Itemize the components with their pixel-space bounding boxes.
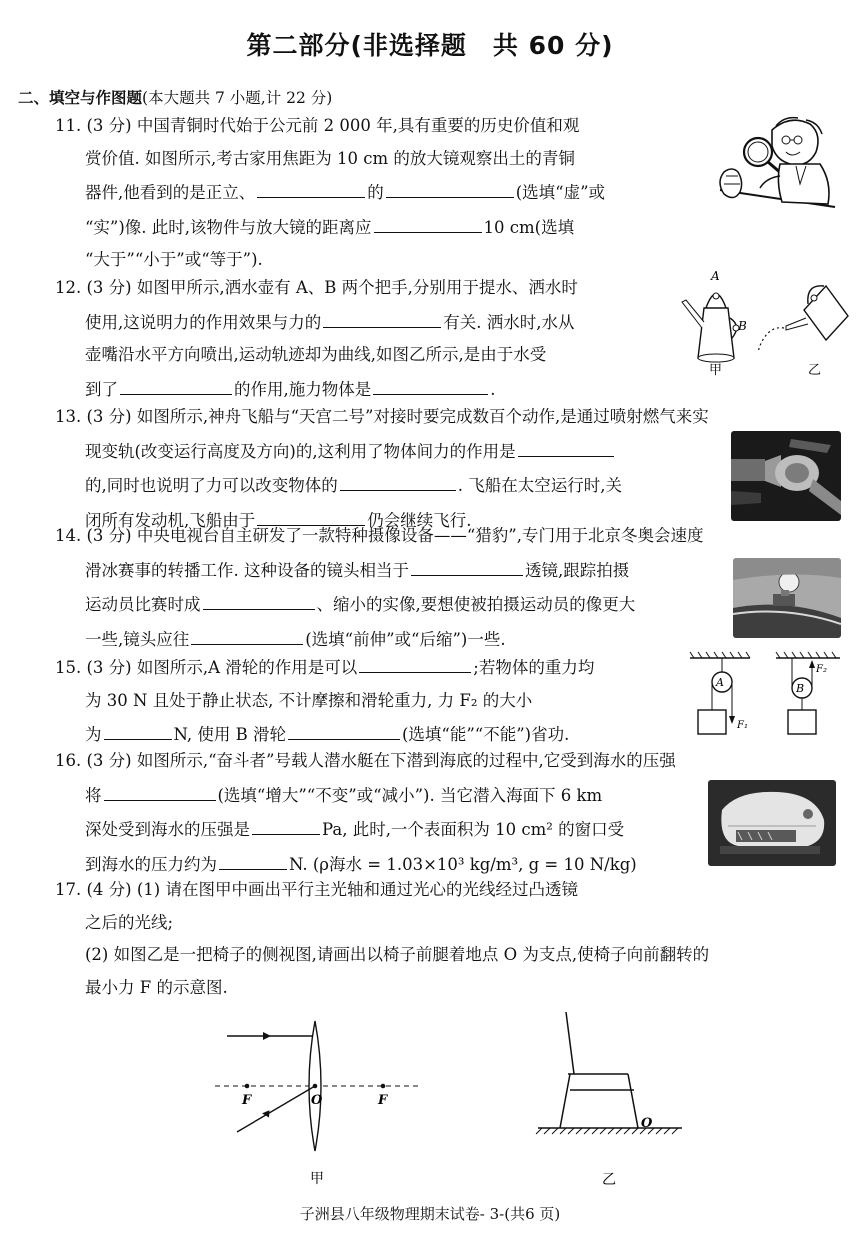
q12-blank-1[interactable] <box>323 305 441 328</box>
q13-line-3: 的,同时也说明了力可以改变物体的 . 飞船在太空运行时,关 <box>55 468 850 503</box>
q14-blank-2[interactable] <box>203 587 315 610</box>
focus-left-point <box>245 1084 250 1089</box>
convex-lens-figure[interactable] <box>205 1015 425 1190</box>
q11-line-5: “大于”“小于”或“等于”). <box>85 250 263 269</box>
q15-line-2: 为 30 N 且处于静止状态, 不计摩擦和滑轮重力, 力 F₂ 的大小 <box>85 690 533 710</box>
focus-left-label: F <box>242 1093 252 1108</box>
q11-line-4: “实”)像. 此时,该物件与放大镜的距离应 10 cm(选填 <box>55 210 850 245</box>
q12-line-1: 12. (3 分) 如图甲所示,洒水壶有 A、B 两个把手,分别用于提水、洒水时 <box>55 278 578 297</box>
parallel-ray-arrow <box>263 1032 271 1040</box>
q15-label-b: B <box>796 682 805 695</box>
q14-line-1: 14. (3 分) 中央电视台自主研发了一款特种摄像设备——“猎豹”,专门用于北京冬奥会速度 <box>55 526 704 545</box>
q15-blank-2[interactable] <box>104 717 172 740</box>
q16-line-3: 深处受到海水的压强是 Pa, 此时,一个表面积为 10 cm² 的窗口受 <box>55 812 850 847</box>
q15-blank-1[interactable] <box>359 650 471 673</box>
q15-label-a: A <box>716 676 724 689</box>
section-heading-title: 二、填空与作图题 <box>18 89 143 107</box>
q11-blank-3[interactable] <box>374 210 482 233</box>
q17-line-4: 最小力 F 的示意图. <box>85 977 228 997</box>
archaeologist-magnifier-illustration <box>710 112 840 217</box>
question-17 <box>55 874 850 1004</box>
q12-fig-yi-label: 乙 <box>808 363 822 378</box>
q11-blank-2[interactable] <box>386 175 514 198</box>
q14-line-4: 一些,镜头应往 (选填“前伸”或“后缩”)一些. <box>55 622 850 657</box>
q12-line-4: 到了 的作用,施力物体是 . <box>55 372 675 407</box>
fixed-pulley-a <box>690 652 750 734</box>
q16-blank-1[interactable] <box>104 778 216 801</box>
q13-blank-1[interactable] <box>518 434 614 457</box>
q11-blank-1[interactable] <box>257 175 365 198</box>
q11-line-1: 11. (3 分) 中国青铜时代始于公元前 2 000 年,具有重要的历史价值和观 <box>55 116 580 135</box>
chair-figure[interactable] <box>530 1010 690 1190</box>
chair-back <box>566 1012 574 1074</box>
page-footer: 子洲县八年级物理期末试卷- 3-(共6 页) <box>299 1205 561 1223</box>
pivot-o-label: O <box>641 1116 653 1131</box>
q14-line-3: 运动员比赛时成 、缩小的实像,要想使被拍摄运动员的像更大 <box>55 587 850 622</box>
submersible-photo <box>708 780 836 866</box>
chair-front-leg <box>628 1074 638 1128</box>
q13-blank-2[interactable] <box>340 468 456 491</box>
q12-blank-3[interactable] <box>373 372 488 395</box>
q16-line-2: 将 (选填“增大”“不变”或“减小”). 当它潜入海面下 6 km <box>55 778 850 813</box>
q14-blank-3[interactable] <box>191 622 303 645</box>
q16-blank-3[interactable] <box>219 847 287 870</box>
q15-line-1: 15. (3 分) 如图所示,A 滑轮的作用是可以 ;若物体的重力均 <box>55 650 695 685</box>
pulley-figures <box>688 650 848 740</box>
q12-fig-jia-label: 甲 <box>709 363 723 378</box>
q15-label-f2: F₂ <box>816 664 827 675</box>
center-ray-arrow <box>262 1109 272 1119</box>
q17-fig-jia-label: 甲 <box>310 1171 324 1187</box>
q12-label-a: A <box>711 269 720 283</box>
q15-label-f1: F₁ <box>737 720 748 731</box>
optical-center-point <box>313 1084 318 1089</box>
q14-line-2: 滑冰赛事的转播工作. 这种设备的镜头相当于 透镜,跟踪拍摄 <box>55 553 850 588</box>
page-title: 第二部分(非选择题 共 60 分) <box>246 31 614 60</box>
question-15 <box>55 650 695 752</box>
q17-fig-yi-label: 乙 <box>602 1172 616 1188</box>
q12-line-3: 壶嘴沿水平方向喷出,运动轨迹却为曲线,如图乙所示,是由于水受 <box>85 345 547 364</box>
chair-back-leg <box>560 1074 570 1128</box>
q16-line-1: 16. (3 分) 如图所示,“奋斗者”号载人潜水艇在下潜到海底的过程中,它受到海水的压强 <box>55 751 676 770</box>
focus-right-label: F <box>378 1093 388 1108</box>
ground-hatch <box>536 1128 678 1134</box>
section-heading <box>18 86 332 108</box>
question-12 <box>55 272 675 406</box>
q12-line-2: 使用,这说明力的作用效果与力的 有关. 洒水时,水从 <box>55 305 675 340</box>
q17-line-3: (2) 如图乙是一把椅子的侧视图,请画出以椅子前腿着地点 O 为支点,使椅子向前翻转的 <box>85 945 710 964</box>
q12-blank-2[interactable] <box>120 372 232 395</box>
q13-line-2: 现变轨(改变运行高度及方向)的,这利用了物体间力的作用是 <box>55 434 850 469</box>
q15-line-3: 为 N, 使用 B 滑轮 (选填“能”“不能”)省功. <box>55 717 695 752</box>
q16-blank-2[interactable] <box>252 812 320 835</box>
q12-label-b: B <box>738 319 747 333</box>
q17-line-2: 之后的光线; <box>85 912 174 932</box>
cheetah-camera-photo <box>733 558 841 638</box>
spacecraft-docking-photo <box>731 431 841 521</box>
q11-line-2: 赏价值. 如图所示,考古家用焦距为 10 cm 的放大镜观察出土的青铜 <box>85 148 575 168</box>
optical-center-label: O <box>311 1093 323 1108</box>
q15-blank-3[interactable] <box>288 717 400 740</box>
q14-blank-1[interactable] <box>411 553 523 576</box>
q11-line-3: 器件,他看到的是正立、 的 (选填“虚”或 <box>55 175 850 210</box>
watering-can-jia <box>682 269 747 378</box>
q13-line-4: 闭所有发动机,飞船由于 仍会继续飞行. <box>55 503 850 538</box>
focus-right-point <box>381 1084 386 1089</box>
movable-pulley-b <box>776 652 840 734</box>
q13-line-1: 13. (3 分) 如图所示,神舟飞船与“天宫二号”对接时要完成数百个动作,是通过喷射燃气来实 <box>55 407 709 426</box>
watering-can-yi <box>758 286 848 378</box>
question-14 <box>55 520 850 656</box>
section-heading-note: (本大题共 7 小题,计 22 分) <box>142 89 333 107</box>
q16-line-4: 到海水的压力约为 N. (ρ海水 = 1.03×10³ kg/m³, g = 10 N/kg) <box>55 847 850 882</box>
q17-line-1: 17. (4 分) (1) 请在图甲中画出平行主光轴和通过光心的光线经过凸透镜 <box>55 880 578 899</box>
watering-can-figures <box>676 268 856 380</box>
